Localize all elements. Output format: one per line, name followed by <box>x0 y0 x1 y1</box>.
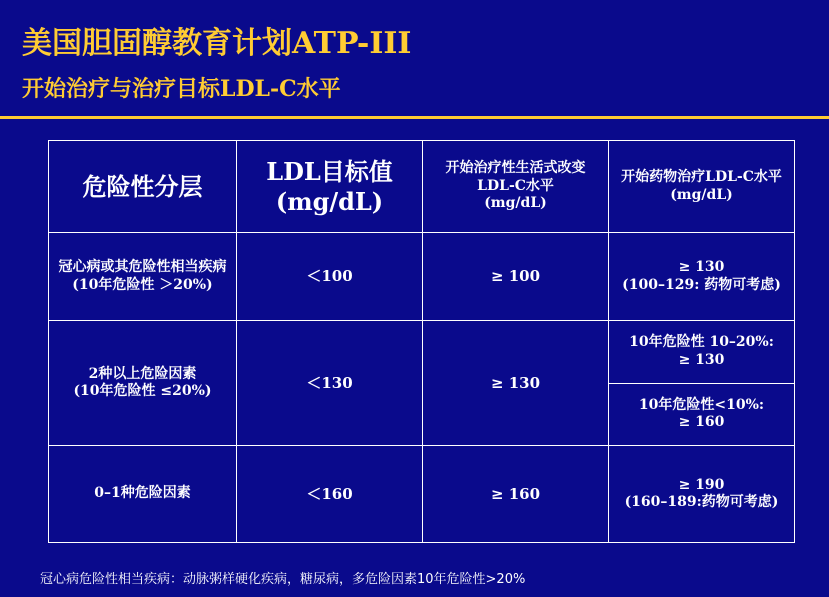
drug-cell: ≥ 130 (100–129: 药物可考虑) <box>609 233 795 321</box>
goal-cell: ＜160 <box>237 446 423 543</box>
risk-cell: 0–1种危险因素 <box>49 446 237 543</box>
drug-subcell-low-risk: 10年危险性<10%: ≥ 160 <box>638 396 765 431</box>
drug-cell-split <box>609 321 795 446</box>
risk-cell: 冠心病或其危险性相当疾病 (10年危险性 ＞20%) <box>49 233 237 321</box>
table-row <box>49 446 795 543</box>
tlc-cell: ≥ 130 <box>423 321 609 446</box>
goal-cell: ＜100 <box>237 233 423 321</box>
table-row <box>49 233 795 321</box>
header-risk-level: 危险性分层 <box>49 141 237 233</box>
tlc-cell: ≥ 100 <box>423 233 609 321</box>
footnote: 冠心病危险性相当疾病：动脉粥样硬化疾病，糖尿病，多危险因素10年危险性>20% <box>40 572 526 587</box>
header-ldl-goal: LDL目标值 (mg/dL) <box>237 141 423 233</box>
table-row <box>49 321 795 446</box>
title-divider <box>0 116 829 119</box>
drug-subcell-moderate-risk: 10年危险性 10–20%: ≥ 130 <box>609 321 794 384</box>
slide-subtitle: 开始治疗与治疗目标LDL-C水平 <box>22 76 341 102</box>
slide-title: 美国胆固醇教育计划ATP-III <box>22 26 412 61</box>
header-drug-start: 开始药物治疗LDL-C水平 (mg/dL) <box>609 141 795 233</box>
header-tlc-start: 开始治疗性生活式改变LDL-C水平 (mg/dL) <box>423 141 609 233</box>
ldl-target-table <box>48 140 795 543</box>
goal-cell: ＜130 <box>237 321 423 446</box>
drug-cell: ≥ 190 (160–189:药物可考虑) <box>609 446 795 543</box>
tlc-cell: ≥ 160 <box>423 446 609 543</box>
table-header-row <box>49 141 795 233</box>
risk-cell: 2种以上危险因素 (10年危险性 ≤20%) <box>49 321 237 446</box>
